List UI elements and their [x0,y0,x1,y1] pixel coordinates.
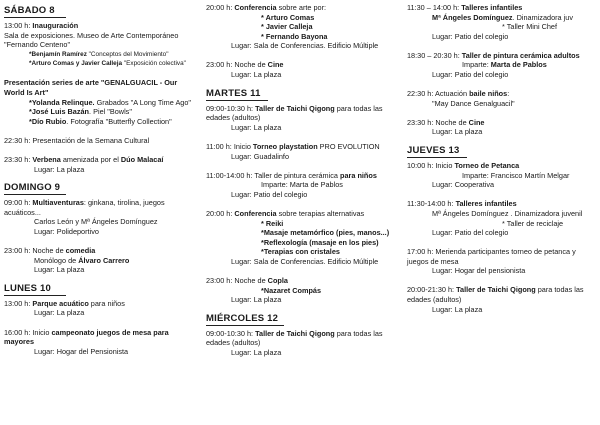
event-torneo-playstation: 11:00 h: Inicio Torneo playstation PRO EVOLUTION [206,141,380,151]
event-place: Lugar: La plaza [231,295,282,305]
artist-line: *Dío Rubio. Fotografía "Butterfly Collection" [29,116,172,126]
artist-line: *José Luis Bazán. Piel "Bowls" [29,107,132,117]
event-taichi: 09:00-10:30 h: Taller de Taichi Qigong para todas las [206,103,383,113]
event-place: Lugar: La plaza [432,127,483,137]
event-line: * Taller de reciclaje [502,218,564,228]
speaker-line: * Arturo Comas [261,12,315,22]
speaker-line: * Fernando Bayona [261,31,328,41]
event-line: Sala de exposiciones. Museo de Arte Contemporáneo [4,30,179,40]
event-line: "May Dance Genalguacil" [432,98,515,108]
event-talleres-infantiles: 11:30-14:00 h: Talleres infantiles [407,199,517,209]
event-place: Lugar: La plaza [34,164,85,174]
event-petanca: 10:00 h: Inicio Torneo de Petanca [407,161,520,171]
event-line: "Fernando Centeno" [4,40,71,50]
event-place: Lugar: Guadalinfo [231,151,290,161]
speaker-line: * Javier Calleja [261,22,313,32]
event-line: Carlos León y Mª Ángeles Domínguez [34,217,158,227]
event-line: Monólogo de Álvaro Carrero [34,255,130,265]
event-place: Lugar: Patio del colegio [432,228,509,238]
event-line: Imparte: Marta de Pablos [261,180,343,190]
event-place: Lugar: Patio del colegio [432,31,509,41]
event-conferencia-arte: 20:00 h: Conferencia sobre arte por: [206,3,327,12]
day-heading-sabado: SÁBADO 8 [4,5,66,18]
event-place: Lugar: Cooperativa [432,180,495,190]
event-place: Lugar: Sala de Conferencias. Edificio Múltiple [231,41,379,51]
event-copla: 23:00 h: Noche de Copla [206,275,288,285]
event-place: Lugar: La plaza [231,122,282,132]
day-heading-miercoles: MIÉRCOLES 12 [206,313,284,326]
event-talleres-infantiles: 11:30 – 14:00 h: Talleres infantiles [407,3,523,12]
event-line: Mª Ángeles Domínguez. Dinamizadora juv [432,12,573,22]
therapy-line: *Masaje metamórfico (pies, manos...) [261,228,390,238]
event-pintura-adultos: 18:30 – 20:30 h: Taller de pintura cerámica adultos [407,50,580,60]
event-place: Lugar: Patio del colegio [231,189,308,199]
event-multiaventuras: 09:00 h: Multiaventuras: ginkana, tirolina, juegos [4,198,165,208]
event-line: mayores [4,337,35,347]
event-merienda: 17:00 h: Merienda participantes torneo de petanca y [407,247,576,257]
day-heading-martes: MARTES 11 [206,88,268,101]
artist-line: *Yolanda Relinque. Grabados "A Long Time Ago" [29,97,192,107]
event-line: * Taller Mini Chef [502,22,558,32]
column-2 [206,3,402,358]
event-place: Lugar: Patio del colegio [432,70,509,80]
event-line: Imparte: Francisco Martín Melgar [462,170,570,180]
event-line: juegos de mesa [407,256,459,266]
day-heading-jueves: JUEVES 13 [407,145,467,158]
therapy-line: *Reflexología (masaje en los pies) [261,237,379,247]
event-conferencia-terapias: 20:00 h: Conferencia sobre terapias alternativas [206,208,365,218]
event-presentacion-series: Presentación series de arte "GENALGUACIL - Our World Is Art" [4,78,178,98]
event-campeonato: 16:00 h: Inicio campeonato juegos de mesa para [4,327,169,337]
event-cine: 23:30 h: Noche de Cine [407,117,485,127]
event-line: edades (adultos) [206,113,261,123]
event-baile-ninos: 22:30 h: Actuación baile niños: [407,89,510,99]
event-line: edades (adultos) [407,295,462,305]
event-place: Lugar: La plaza [432,304,483,314]
event-cine: 23:00 h: Noche de Cine [206,60,284,70]
day-heading-domingo: DOMINGO 9 [4,182,66,195]
event-presentacion-semana: 22:30 h: Presentación de la Semana Cultural [4,135,150,145]
event-place: Lugar: Sala de Conferencias. Edificio Múltiple [231,256,379,266]
column-1 [4,3,196,356]
event-place: Lugar: La plaza [34,265,85,275]
therapy-line: *Terapias con cristales [261,247,340,257]
performer-line: *Nazaret Compás [261,285,322,295]
event-parque-acuatico: 13:00 h: Parque acuático para niños [4,298,125,308]
therapy-line: * Reiki [261,218,284,228]
event-inauguracion: 13:00 h: Inauguración [4,21,79,30]
event-comedia: 23:00 h: Noche de comedia [4,246,96,256]
event-place: Lugar: Hogar del pensionista [432,266,526,276]
event-taichi: 20:00-21:30 h: Taller de Taichi Qigong para todas las [407,285,584,295]
event-line: acuáticos... [4,207,41,217]
artist-line: *Arturo Comas y Javier Calleja "Exposición colectiva" [29,60,186,68]
event-line: Mª Ángeles Domínguez . Dinamizadora juvenil [432,208,583,218]
event-place: Lugar: La plaza [231,70,282,80]
event-line: edades (adultos) [206,338,261,348]
event-pintura-ceramica: 11:00-14:00 h: Taller de pintura cerámica para niños [206,170,377,180]
event-place: Lugar: Hogar del Pensionista [34,346,129,356]
day-heading-lunes: LUNES 10 [4,283,66,296]
column-3 [407,3,597,314]
event-verbena: 23:30 h: Verbena amenizada por el Dúo Malacaí [4,155,164,165]
event-taichi: 09:00-10:30 h: Taller de Taichi Qigong para todas las [206,328,383,338]
event-place: Lugar: Polideportivo [34,227,99,236]
event-place: Lugar: La plaza [231,347,282,357]
artist-line: *Benjamín Ramírez "Conceptos del Movimiento" [29,50,169,58]
event-place: Lugar: La plaza [34,308,85,318]
event-line: Imparte: Marta de Pablos [462,60,547,70]
